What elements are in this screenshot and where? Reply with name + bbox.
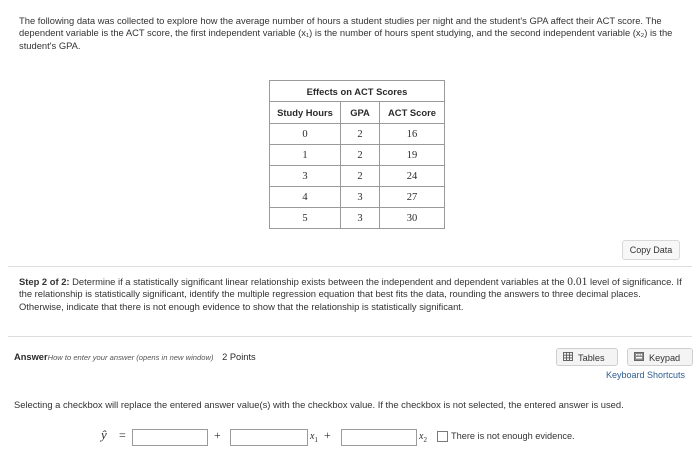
step-text-after: level of significance. If the relationship is statistically significant, identify the multiple regression equation that best fits the data, rounding the answers to three decimal places. Otherwise, indicate that there is not enough evidence to show that the relationship is statistically significant. — [19, 276, 682, 312]
table-cell: 27 — [380, 187, 445, 208]
table-cell: 2 — [341, 166, 380, 187]
table-cell: 5 — [270, 208, 341, 229]
table-cell: 16 — [380, 124, 445, 145]
table-row — [270, 124, 445, 145]
table-row — [270, 208, 445, 229]
checkbox-note: Selecting a checkbox will replace the entered answer value(s) with the checkbox value. If the checkbox is not selected, the entered answer is used. — [14, 399, 624, 410]
table-cell: 1 — [270, 145, 341, 166]
table-icon — [563, 349, 573, 367]
section-divider — [8, 336, 692, 337]
table-cell: 2 — [341, 124, 380, 145]
x1-subscript: 1 — [314, 436, 318, 444]
answer-header — [14, 352, 256, 362]
table-row — [270, 187, 445, 208]
table-cell: 2 — [341, 145, 380, 166]
keypad-button[interactable] — [627, 348, 693, 366]
not-enough-evidence-checkbox[interactable] — [437, 431, 448, 442]
intro-text: The following data was collected to explore how the average number of hours a student studies per night and the student's GPA affect their ACT score. The dependent variable is the ACT score, the first independent variable (x₁) is the number of hours spent studying, and the second independent variable (x₂) is the student's GPA. — [19, 15, 673, 51]
plus-sign: + — [324, 428, 331, 442]
tables-label: Tables — [578, 353, 605, 363]
x1-coefficient-input[interactable] — [230, 429, 308, 446]
column-header-act-score: ACT Score — [380, 102, 445, 124]
copy-data-button[interactable]: Copy Data — [622, 240, 680, 260]
x2-coefficient-input[interactable] — [341, 429, 417, 446]
table-caption: Effects on ACT Scores — [270, 81, 445, 102]
table-cell: 3 — [341, 187, 380, 208]
answer-label: Answer — [14, 352, 48, 362]
keypad-icon — [634, 349, 644, 367]
tables-button[interactable] — [556, 348, 618, 366]
x2-subscript: 2 — [423, 436, 427, 444]
keypad-label: Keypad — [649, 353, 681, 363]
table-cell: 19 — [380, 145, 445, 166]
column-header-study-hours: Study Hours — [270, 102, 341, 124]
points-label: 2 Points — [222, 352, 256, 362]
x1-letter: x — [310, 431, 315, 442]
x1-variable — [310, 431, 318, 444]
column-header-gpa: GPA — [341, 102, 380, 124]
step-label: Step 2 of 2: — [19, 276, 70, 287]
how-to-enter-link[interactable]: How to enter your answer (opens in new window) — [47, 353, 214, 362]
table-cell: 0 — [270, 124, 341, 145]
significance-level: 0.01 — [567, 276, 588, 288]
intercept-input[interactable] — [132, 429, 208, 446]
data-table-container — [269, 80, 445, 229]
y-hat-symbol: ŷ — [101, 427, 107, 442]
table-row — [270, 166, 445, 187]
not-enough-evidence-label[interactable]: There is not enough evidence. — [451, 431, 575, 441]
data-table — [269, 80, 445, 229]
table-cell: 24 — [380, 166, 445, 187]
step-instructions — [19, 276, 684, 313]
equals-sign: = — [119, 428, 126, 442]
step-text-before: Determine if a statistically significant linear relationship exists between the independent and dependent variables at the — [72, 276, 565, 287]
keyboard-shortcuts-link[interactable]: Keyboard Shortcuts — [606, 370, 686, 380]
table-row — [270, 145, 445, 166]
x2-variable — [419, 431, 427, 444]
section-divider — [8, 266, 692, 267]
x2-letter: x — [419, 431, 424, 442]
table-cell: 3 — [341, 208, 380, 229]
plus-sign: + — [214, 428, 221, 442]
table-cell: 4 — [270, 187, 341, 208]
table-cell: 30 — [380, 208, 445, 229]
table-cell: 3 — [270, 166, 341, 187]
